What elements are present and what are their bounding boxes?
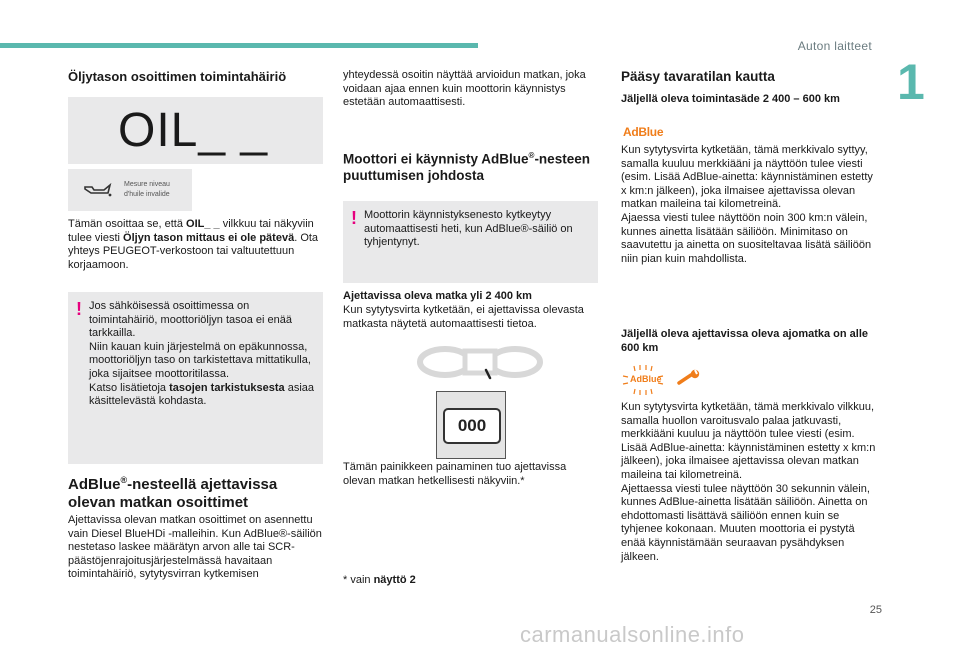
range-button-description: Tämän painikkeen painaminen tuo ajettavissa olevan matkan hetkellisesti näkyviin.* xyxy=(343,461,567,487)
oil-section-title: Öljytason osoittimen toimintahäiriö xyxy=(68,69,287,84)
range-under-600-heading: Jäljellä oleva ajettavissa oleva ajomatka on alle 600 km xyxy=(621,328,869,354)
oil-message: Mesure niveau d'huile invalide xyxy=(124,181,170,198)
header-accent-bar xyxy=(0,43,478,48)
oil-can-icon xyxy=(82,182,112,198)
page-number: 25 xyxy=(869,604,882,616)
adblue-warning-icon: AdBlue xyxy=(623,125,664,139)
chapter-number: 1 xyxy=(897,54,925,110)
range-over-2400-text: Kun sytytysvirta kytketään, ei ajettavissa olevasta matkasta näytetä automaattisesti tietoa. xyxy=(343,304,584,330)
instrument-cluster-icon xyxy=(410,342,550,382)
section-title: Auton laitteet xyxy=(797,39,872,53)
oil-warning-note: ! Jos sähköisessä osoittimessa on toimintahäiriö, moottoriöljyn tasoa ei enää tarkkailla. Niin kauan kuin järjestelmä on epäkunnossa, moottoriöljyn taso on tarkistettava mittatikulla, joka sijaitsee moottoritilassa. Katso lisätietoja tasojen tarkistuksesta asiaa käsittelevästä kohdasta. xyxy=(68,292,323,464)
adblue-flashing-label: AdBlue xyxy=(630,374,662,384)
footnote: * vain näyttö 2 xyxy=(343,574,416,586)
engine-no-start-title: Moottori ei käynnisty AdBlue®-nesteen puuttumisen johdosta xyxy=(343,151,590,183)
range-display-value: 000 xyxy=(443,408,501,444)
oil-message-panel xyxy=(68,169,192,211)
adblue-description: Ajettavissa olevan matkan osoittimet on asennettu vain Diesel BlueHDi -malleihin. Kun AdBlue®-säiliön nestetaso laskee määrätyn arvon alle tai SCR-päästöjenrajoitusjärjestelmässä havaitaan toimintahäiriö, sytytysvirran kytkemisen xyxy=(68,514,322,581)
warning-icon: ! xyxy=(351,208,357,228)
warning-icon: ! xyxy=(76,299,82,319)
watermark: carmanualsonline.info xyxy=(520,622,745,647)
trunk-access-title: Pääsy tavaratilan kautta xyxy=(621,69,775,84)
range-under-600-text: Kun sytytysvirta kytketään, tämä merkkivalo vilkkuu, samalla huollon varoitusvalo palaa jatkuvasti, merkkiääni kuuluu ja näyttöön tulee viesti (esim. Lisää AdBlue-ainetta: käynnistäminen estetty x km:n jälkeen), joka ilmaisee ajettavissa olevan matkan maileina tai kilometreinä. Ajettaessa viesti tulee näyttöön 30 sekunnin välein, kunnes AdBlue-ainetta lisätään säiliöön. Ainetta on ehdottomasti lisättävä säiliöön ennen kuin se tyhjenee kokonaan. Muuten moottoria ei pystytä enää käynnistämään seuraavan pysähdyksen jälkeen. xyxy=(621,401,876,563)
adblue-section-title: AdBlue®-nesteellä ajettavissa olevan matkan osoittimet xyxy=(68,475,278,511)
wrench-icon xyxy=(676,369,702,387)
range-over-2400-heading: Ajettavissa oleva matka yli 2 400 km xyxy=(343,290,532,302)
engine-immobilizer-note: ! Moottorin käynnistyksenesto kytkeytyy automaattisesti heti, kun AdBlue®-säiliö on tyhjentynyt. xyxy=(343,201,598,283)
oil-description: Tämän osoittaa se, että OIL_ _ vilkkuu tai näkyviin tulee viesti Öljyn tason mittaus ei ole pätevä. Ota yhteys PEUGEOT-verkostoon tai valtuutettuun korjaamoon. xyxy=(68,218,319,271)
oil-display-panel xyxy=(68,97,323,164)
range-2400-600-heading: Jäljellä oleva toimintasäde 2 400 – 600 km xyxy=(621,93,840,105)
adblue-flashing-icon xyxy=(620,364,668,396)
adblue-description-continued: yhteydessä osoitin näyttää arvioidun matkan, joka voidaan ajaa ennen kuin moottorin käynnistys estetään automaattisesti. xyxy=(343,69,586,109)
range-display-button[interactable] xyxy=(436,391,506,459)
range-2400-600-text: Kun sytytysvirta kytketään, tämä merkkivalo syttyy, samalla kuuluu merkkiääni ja näyttöön tulee viesti (esim. Lisää AdBlue-ainetta: käynnistäminen estetty x km:n jälkeen), joka ilmaisee ajettavissa olevan matkan maileina tai kilometreinä. Ajaessa viesti tulee näyttöön noin 300 km:n välein, kunnes ainetta lisätään säiliöön. Minimitaso on saavutettu ja ainetta on suositeltavaa lisätä säiliöön niin pian kuin mahdollista. xyxy=(621,144,873,265)
oil-display-text: OIL_ _ xyxy=(118,104,269,157)
